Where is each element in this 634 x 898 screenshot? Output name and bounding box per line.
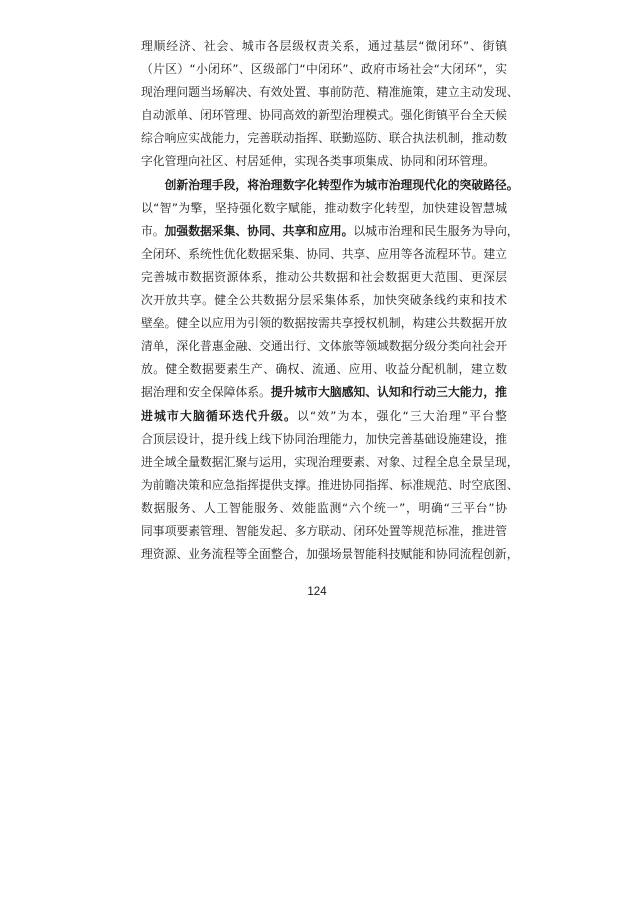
body-text bbox=[141, 35, 519, 566]
text-line bbox=[141, 220, 519, 243]
text-run: 放。健全数据要素生产、确权、流通、应用、收益分配机制，建立数 bbox=[141, 362, 507, 377]
text-line bbox=[141, 405, 507, 428]
text-run: 次开放共享。健全公共数据分层采集体系，加快突破条线约束和技术 bbox=[141, 293, 507, 308]
text-run: 自动派单、闭环管理、协同高效的新型治理模式。强化街镇平台全天候 bbox=[141, 108, 507, 123]
text-run: 数据服务、人工智能服务、效能监测“六个统一”，明确“三平台”协 bbox=[141, 500, 507, 515]
text-run: 现治理问题当场解决、有效处置、事前防范、精准施策，建立主动发现、 bbox=[141, 85, 519, 100]
text-run: 以“智”为擎，坚持强化数字赋能，推动数字化转型，加快建设智慧城 bbox=[141, 200, 507, 215]
text-line bbox=[141, 381, 507, 404]
text-run: 清单，深化普惠金融、交通出行、文体旅等领域数据分级分类向社会开 bbox=[141, 339, 507, 354]
text-run: 以城市治理和民生服务为导向， bbox=[353, 223, 519, 238]
text-line bbox=[141, 312, 507, 335]
text-line bbox=[141, 127, 507, 150]
bold-text-run: 创新治理手段，将治理数字化转型作为城市治理现代化的突破路径。 bbox=[164, 177, 519, 192]
page-number: 124 bbox=[307, 586, 327, 598]
text-run: 字化管理向社区、村居延伸，实现各类事项集成、协同和闭环管理。 bbox=[141, 154, 495, 169]
text-line bbox=[141, 266, 507, 289]
bold-text-run: 加强数据采集、协同、共享和应用。 bbox=[164, 223, 354, 238]
text-run: 完善城市数据资源体系，推动公共数据和社会数据更大范围、更深层 bbox=[141, 269, 507, 284]
text-line bbox=[141, 35, 507, 58]
text-line bbox=[141, 58, 507, 81]
text-run: 以“效”为本，强化“三大治理”平台整 bbox=[296, 408, 507, 423]
text-line bbox=[141, 497, 507, 520]
text-run: （片区）“小闭环”、区级部门“中闭环”、政府市场社会“大闭环”，实 bbox=[141, 62, 507, 77]
text-line bbox=[141, 150, 507, 173]
text-line bbox=[141, 174, 519, 197]
text-line bbox=[141, 81, 519, 104]
text-run: 市。 bbox=[141, 223, 165, 238]
text-line bbox=[141, 335, 507, 358]
text-run: 同事项要素管理、智能发起、多方联动、闭环处置等规范标准，推进管 bbox=[141, 523, 507, 538]
text-line bbox=[141, 289, 507, 312]
text-run: 进全域全量数据汇聚与运用，实现治理要素、对象、过程全息全景呈现， bbox=[141, 454, 519, 469]
bold-text-run: 进城市大脑循环迭代升级。 bbox=[141, 408, 297, 423]
text-run: 据治理和安全保障体系。 bbox=[141, 385, 271, 400]
text-line bbox=[141, 197, 507, 220]
text-line bbox=[141, 451, 519, 474]
text-line bbox=[141, 358, 507, 381]
text-line bbox=[141, 104, 507, 127]
text-run: 综合响应实战能力，完善联动指挥、联勤巡防、联合执法机制，推动数 bbox=[141, 131, 507, 146]
text-line bbox=[141, 428, 507, 451]
text-line bbox=[141, 520, 507, 543]
text-line bbox=[141, 474, 519, 497]
text-run: 全闭环、系统性优化数据采集、协同、共享、应用等各流程环节。建立 bbox=[141, 246, 507, 261]
text-run: 理资源、业务流程等全面整合，加强场景智能科技赋能和协同流程创新， bbox=[141, 547, 519, 562]
text-run: 壁垒。健全以应用为引领的数据按需共享授权机制，构建公共数据开放 bbox=[141, 316, 507, 331]
text-run: 理顺经济、社会、城市各层级权责关系，通过基层“微闭环”、街镇 bbox=[141, 39, 507, 53]
text-run bbox=[141, 178, 165, 192]
text-line bbox=[141, 543, 519, 566]
text-line bbox=[141, 243, 507, 266]
text-run: 合顶层设计，提升线上线下协同治理能力，加快完善基础设施建设，推 bbox=[141, 431, 507, 446]
text-run: 为前瞻决策和应急指挥提供支撑。推进协同指挥、标准规范、时空底图、 bbox=[141, 477, 519, 492]
bold-text-run: 提升城市大脑感知、认知和行动三大能力，推 bbox=[270, 385, 507, 400]
